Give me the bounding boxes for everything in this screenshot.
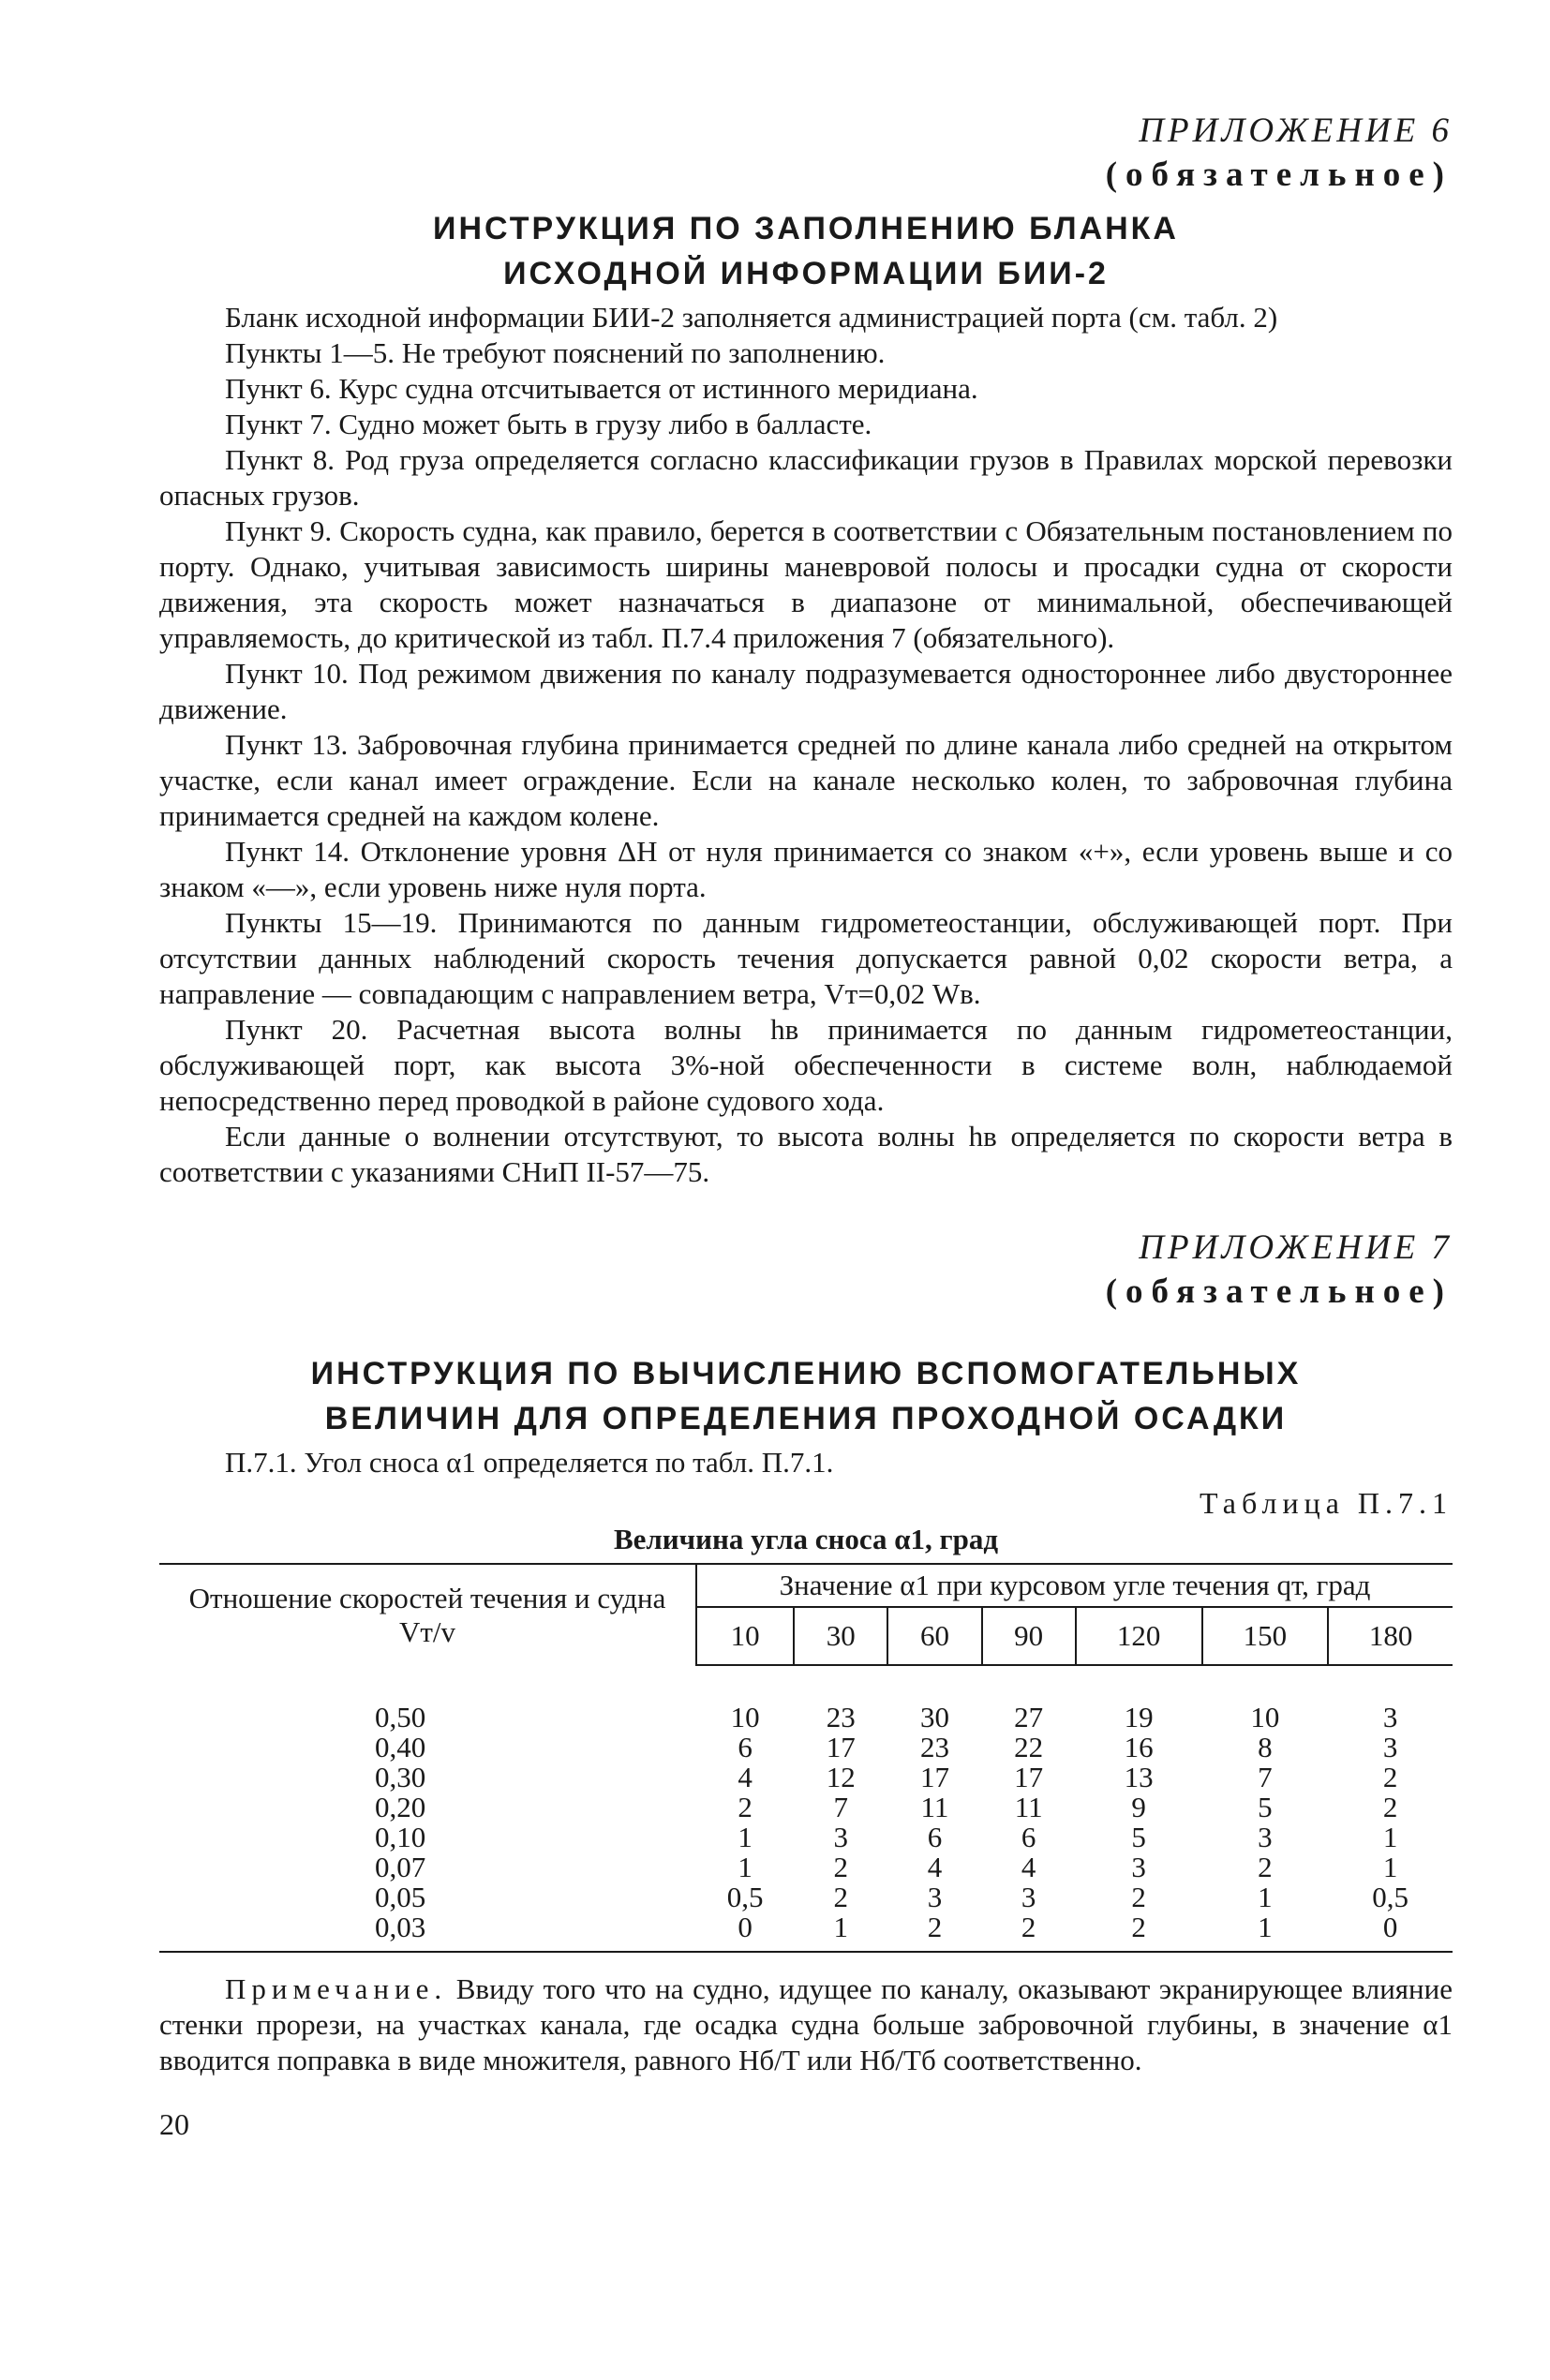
note-heading: Примечание.: [225, 1972, 448, 2005]
appendix6-title-line2: ИСХОДНОЙ ИНФОРМАЦИИ БИИ-2: [503, 256, 1109, 291]
column-header: 180: [1328, 1607, 1453, 1665]
table-row: [159, 1912, 1453, 1952]
table-cell: 3: [1131, 1851, 1146, 1883]
row-ratio-cell: 0,30: [375, 1761, 426, 1793]
table-cell: 8: [1258, 1731, 1273, 1763]
column-header: 150: [1202, 1607, 1329, 1665]
row-ratio-cell: 0,03: [375, 1911, 426, 1943]
row-ratio-cell: 0,05: [375, 1881, 426, 1913]
table-cell: 11: [1014, 1791, 1043, 1823]
table-row: [159, 1792, 1453, 1822]
appendix6-title: [159, 206, 1453, 296]
table-cell: 17: [1014, 1761, 1044, 1793]
table-row: [159, 1882, 1453, 1912]
table-row: [159, 1733, 1453, 1763]
table-cell: 9: [1131, 1791, 1146, 1823]
table-cell: 23: [919, 1731, 949, 1763]
table-cell: 6: [738, 1731, 753, 1763]
table-cell: 6: [1021, 1821, 1036, 1853]
paragraph: Пункт 6. Курс судна отсчитывается от истинного меридиана.: [225, 372, 978, 405]
paragraph: Пункты 1—5. Не требуют пояснений по заполнению.: [225, 336, 886, 369]
appendix7-title-line2: ВЕЛИЧИН ДЛЯ ОПРЕДЕЛЕНИЯ ПРОХОДНОЙ ОСАДКИ: [324, 1401, 1288, 1436]
table-row: [159, 1822, 1453, 1852]
paragraph: Пункт 7. Судно может быть в грузу либо в балласте.: [225, 408, 872, 440]
table-row: [159, 1763, 1453, 1792]
table-cell: 2: [833, 1851, 848, 1883]
table-cell: 2: [1131, 1881, 1146, 1913]
row-ratio-cell: 0,40: [375, 1731, 426, 1763]
table-cell: 2: [1131, 1911, 1146, 1943]
table-cell: 3: [833, 1821, 848, 1853]
table-cell: 30: [919, 1701, 949, 1733]
table-caption: Величина угла сноса α1, град: [613, 1523, 999, 1555]
table-cell: 4: [1021, 1851, 1036, 1883]
table-cell: 10: [730, 1701, 760, 1733]
table-cell: 6: [927, 1821, 943, 1853]
table-cell: 3: [927, 1881, 943, 1913]
column-header: 90: [982, 1607, 1076, 1665]
column-header: 120: [1076, 1607, 1202, 1665]
drift-angle-table: [159, 1563, 1453, 1953]
table-cell: 23: [826, 1701, 856, 1733]
paragraph: Пункт 13. Забровочная глубина принимается средней по длине канала либо средней на открытом участке, если канал имеет ограждение. Если на канале несколько колен, то забровочная глубина принимается средней на каждом колене.: [159, 728, 1453, 832]
group-header: Значение α1 при курсовом угле течения qт, град: [696, 1564, 1453, 1607]
table-cell: 16: [1124, 1731, 1154, 1763]
appendix7-kind: (обязательное): [1105, 1272, 1453, 1311]
table-cell: 3: [1258, 1821, 1273, 1853]
table-row: [159, 1665, 1453, 1733]
table-cell: 1: [1382, 1821, 1398, 1853]
note-text: Ввиду того что на судно, идущее по каналу, оказывают экранирующее влияние стенки прорези, на участках канала, где осадка судна больше забровочной глубины, в значение α1 вводится поправка в виде множителя, равного Hб/T или Hб/Tб соответственно.: [159, 1972, 1453, 2076]
paragraph: Пункт 8. Род груза определяется согласно классификации грузов в Правилах морской перевозки опасных грузов.: [159, 443, 1453, 512]
appendix7-intro: П.7.1. Угол сноса α1 определяется по табл. П.7.1.: [225, 1446, 834, 1479]
table-cell: 4: [927, 1851, 943, 1883]
table-cell: 3: [1021, 1881, 1036, 1913]
table-cell: 1: [738, 1821, 753, 1853]
table-cell: 11: [920, 1791, 949, 1823]
paragraph: Пункт 20. Расчетная высота волны hв принимается по данным гидрометеостанции, обслуживающей порт, как высота 3%-ной обеспеченности в системе волн, наблюдаемой непосредственно перед проводкой в районе судового хода.: [159, 1013, 1453, 1117]
paragraph: Бланк исходной информации БИИ-2 заполняется администрацией порта (см. табл. 2): [225, 301, 1278, 334]
document-page: [159, 111, 1453, 2142]
table-cell: 4: [738, 1761, 753, 1793]
paragraph: Пункты 15—19. Принимаются по данным гидрометеостанции, обслуживающей порт. При отсутствии данных наблюдений скорость течения допускается равной 0,02 скорости ветра, а направление — совпадающим с направлением ветра, Vт=0,02 Wв.: [159, 906, 1453, 1010]
table-cell: 7: [1258, 1761, 1273, 1793]
table-cell: 2: [1021, 1911, 1036, 1943]
table-cell: 2: [833, 1881, 848, 1913]
page-number: 20: [159, 2107, 189, 2141]
table-cell: 27: [1014, 1701, 1044, 1733]
table-cell: 1: [1258, 1911, 1273, 1943]
paragraph: Если данные о волнении отсутствуют, то высота волны hв определяется по скорости ветра в соответствии с указаниями СНиП II-57—75.: [159, 1120, 1453, 1188]
table-cell: 13: [1124, 1761, 1154, 1793]
appendix7-title-line1: ИНСТРУКЦИЯ ПО ВЫЧИСЛЕНИЮ ВСПОМОГАТЕЛЬНЫХ: [310, 1356, 1302, 1391]
table-cell: 2: [927, 1911, 943, 1943]
table-cell: 10: [1250, 1701, 1280, 1733]
appendix7-title: [159, 1351, 1453, 1441]
table-cell: 3: [1382, 1731, 1398, 1763]
table-cell: 3: [1382, 1701, 1398, 1733]
table-cell: 2: [1382, 1761, 1398, 1793]
table-cell: 1: [1258, 1881, 1273, 1913]
paragraph: Пункт 9. Скорость судна, как правило, берется в соответствии с Обязательным постановлением по порту. Однако, учитывая зависимость ширины маневровой полосы и просадки судна от скорости движения, эта скорость может назначаться в диапазоне от минимальной, обеспечивающей управляемость, до критической из табл. П.7.4 приложения 7 (обязательного).: [159, 514, 1453, 654]
paragraph: Пункт 14. Отклонение уровня ΔH от нуля принимается со знаком «+», если уровень выше и со знаком «—», если уровень ниже нуля порта.: [159, 835, 1453, 903]
table-cell: 7: [833, 1791, 848, 1823]
row-ratio-cell: 0,50: [375, 1700, 426, 1733]
appendix6-label: ПРИЛОЖЕНИЕ 6: [1139, 112, 1453, 150]
table-cell: 1: [738, 1851, 753, 1883]
row-ratio-cell: 0,10: [375, 1821, 426, 1853]
table-cell: 17: [826, 1731, 856, 1763]
table-cell: 5: [1131, 1821, 1146, 1853]
table-note: [159, 1971, 1453, 2078]
table-label: Таблица П.7.1: [1200, 1486, 1453, 1520]
table-cell: 5: [1258, 1791, 1273, 1823]
table-cell: 2: [1258, 1851, 1273, 1883]
table-cell: 0: [1382, 1911, 1398, 1943]
appendix6-kind: (обязательное): [1105, 156, 1453, 194]
row-ratio-cell: 0,07: [375, 1851, 426, 1883]
appendix7-label: ПРИЛОЖЕНИЕ 7: [1139, 1228, 1453, 1267]
table-cell: 1: [1382, 1851, 1398, 1883]
table-cell: 0: [738, 1911, 753, 1943]
table-row: [159, 1852, 1453, 1882]
row-header: Отношение скоростей течения и судна Vт/v: [159, 1564, 696, 1665]
row-ratio-cell: 0,20: [375, 1791, 426, 1823]
table-cell: 19: [1124, 1701, 1154, 1733]
table-cell: 2: [1382, 1791, 1398, 1823]
table-cell: 12: [826, 1761, 856, 1793]
table-cell: 2: [738, 1791, 753, 1823]
paragraph: Пункт 10. Под режимом движения по каналу подразумевается одностороннее либо двустороннее движение.: [159, 657, 1453, 725]
table-body: [159, 1665, 1453, 1952]
table-cell: 1: [833, 1911, 848, 1943]
column-header: 10: [696, 1607, 794, 1665]
table-cell: 22: [1014, 1731, 1044, 1763]
table-cell: 0,5: [1372, 1881, 1409, 1913]
table-cell: 17: [919, 1761, 949, 1793]
column-header: 30: [794, 1607, 887, 1665]
column-header: 60: [887, 1607, 981, 1665]
appendix6-title-line1: ИНСТРУКЦИЯ ПО ЗАПОЛНЕНИЮ БЛАНКА: [433, 211, 1179, 246]
table-cell: 0,5: [726, 1881, 764, 1913]
